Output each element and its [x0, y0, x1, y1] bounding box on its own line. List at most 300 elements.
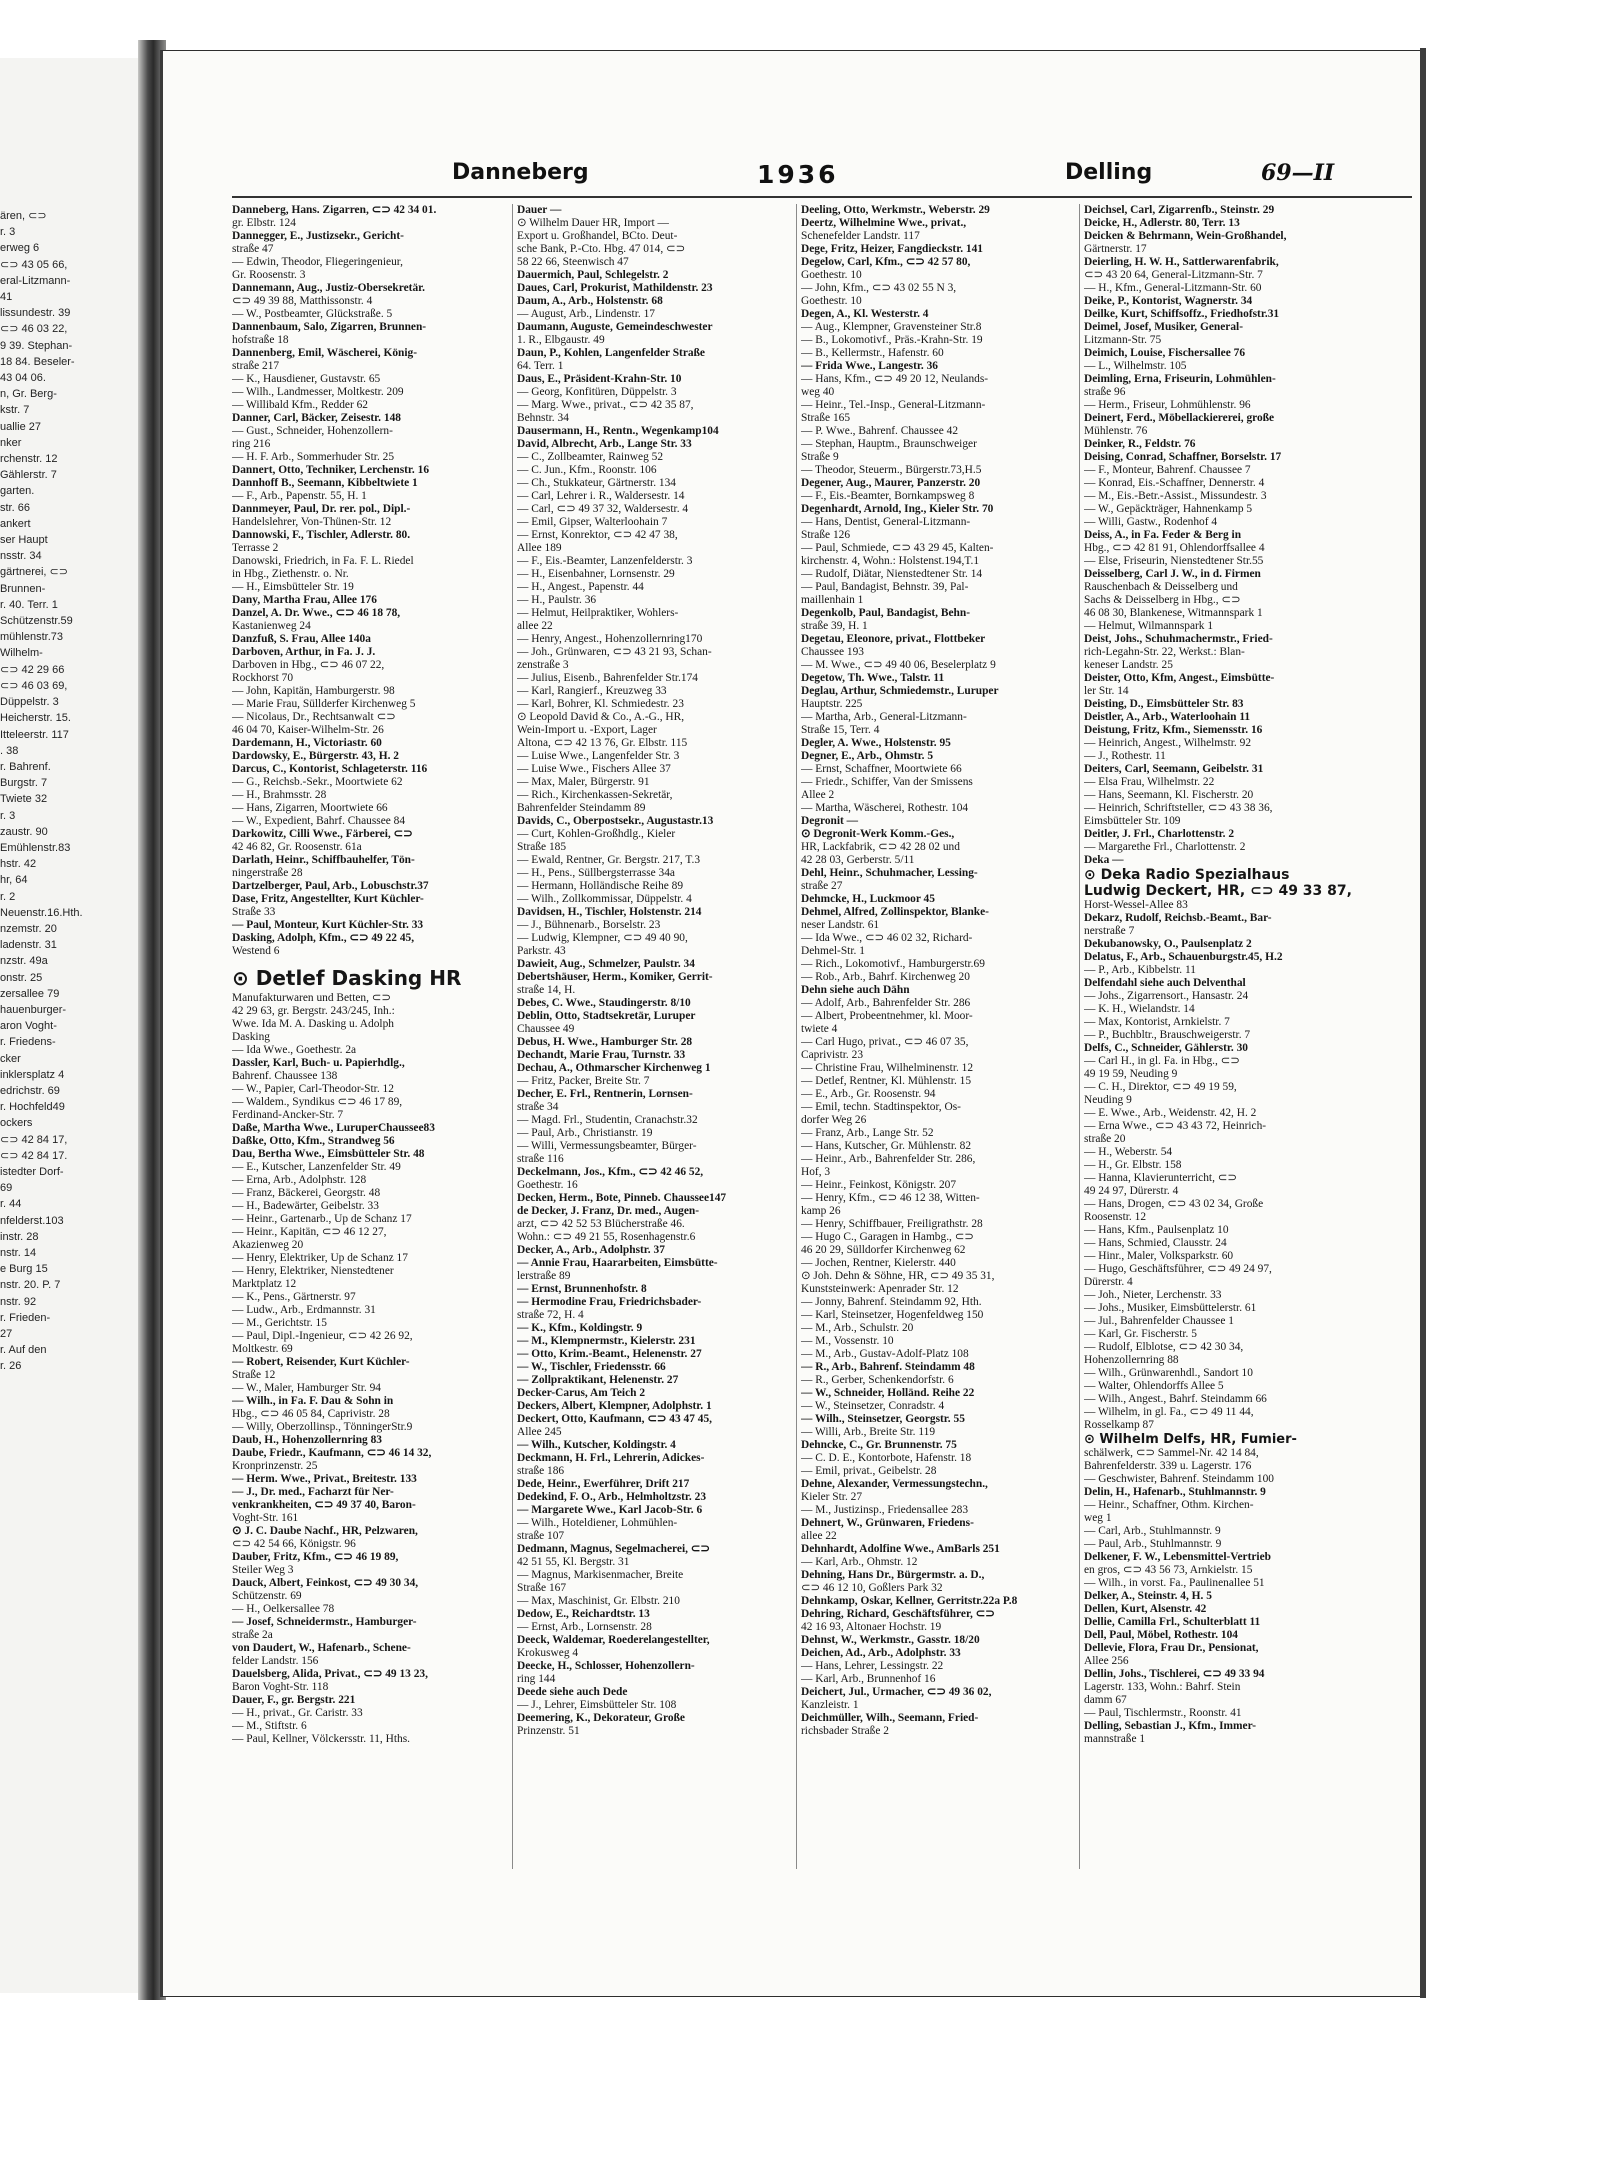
directory-entry: Deckert, Otto, Kaufmann, ⊂⊃ 43 47 45,	[517, 1413, 712, 1425]
directory-entry: mannstraße 1	[1084, 1733, 1146, 1745]
directory-entry: Dasking	[232, 1031, 270, 1043]
column-divider	[512, 204, 513, 1869]
left-page-line: ladenstr. 31	[0, 939, 57, 952]
directory-entry: Dannenberg, Emil, Wäscherei, König-	[232, 347, 417, 359]
directory-entry: — H., Badewärter, Geibelstr. 33	[232, 1200, 379, 1212]
left-page-line: istedter Dorf-	[0, 1165, 64, 1178]
directory-entry: Deicke, H., Adlerstr. 80, Terr. 13	[1084, 217, 1240, 229]
directory-entry: — Paul, Bandagist, Behnstr. 39, Pal-	[801, 581, 969, 593]
directory-entry: Dechau, A., Othmarscher Kirchenweg 1	[517, 1062, 711, 1074]
directory-entry: ⊂⊃ 46 12 10, Goßlers Park 32	[801, 1582, 943, 1594]
directory-entry: Delling, Sebastian J., Kfm., Immer-	[1084, 1720, 1257, 1732]
directory-entry: — R., Gerber, Schenkendorfstr. 6	[801, 1374, 954, 1386]
directory-entry: — G., Reichsb.-Sekr., Moortwiete 62	[232, 776, 403, 788]
directory-entry: — Stephan, Hauptm., Braunschweiger	[801, 438, 977, 450]
left-page-line: uallie 27	[0, 420, 41, 433]
directory-entry: — Waldem., Syndikus ⊂⊃ 46 17 89,	[232, 1096, 403, 1108]
left-page-line: hstr. 42	[0, 858, 37, 871]
left-page-line: nker	[0, 436, 22, 449]
left-page-line: r. 40. Terr. 1	[0, 598, 58, 611]
directory-advertisement: ⊙ Detlef Dasking HR	[232, 966, 462, 990]
directory-entry: — Paul, Arb., Stuhlmannstr. 9	[1084, 1538, 1222, 1550]
directory-entry: — E., Arb., Gr. Roosenstr. 94	[801, 1088, 936, 1100]
directory-entry: — Helmut, Heilpraktiker, Wohlers-	[517, 607, 679, 619]
directory-entry: Deichert, Jul., Urmacher, ⊂⊃ 49 36 02,	[801, 1686, 992, 1698]
directory-entry: — Ida Wwe., ⊂⊃ 46 02 32, Richard-	[801, 932, 973, 944]
directory-entry: — Geschwister, Bahrenf. Steindamm 100	[1084, 1473, 1274, 1485]
directory-entry: twiete 4	[801, 1023, 838, 1035]
directory-entry: — Josef, Schneidermstr., Hamburger-	[232, 1616, 417, 1628]
directory-entry: Deckelmann, Jos., Kfm., ⊂⊃ 42 46 52,	[517, 1166, 704, 1178]
directory-entry: Roosenstr. 12	[1084, 1211, 1147, 1223]
directory-entry: — Marie Frau, Süllderfer Kirchenweg 5	[232, 698, 416, 710]
left-page-line: onstr. 25	[0, 971, 43, 984]
directory-entry: — C., Zollbeamter, Rainweg 52	[517, 451, 664, 463]
left-page-line: zaustr. 90	[0, 825, 48, 838]
directory-entry: Krokusweg 4	[517, 1647, 579, 1659]
directory-entry: straße 217	[232, 360, 280, 372]
directory-entry: Daun, P., Kohlen, Langenfelder Straße	[517, 347, 705, 359]
left-page-line: hauenburger-	[0, 1003, 67, 1016]
directory-entry: Gr. Roosenstr. 3	[232, 269, 306, 281]
directory-entry: Straße 167	[517, 1582, 567, 1594]
directory-entry: Dedow, E., Reichardtstr. 13	[517, 1608, 650, 1620]
directory-entry: Allee 2	[801, 789, 835, 801]
directory-entry: Daues, Carl, Prokurist, Mathildenstr. 23	[517, 282, 713, 294]
directory-entry: Degetau, Eleonore, privat., Flottbeker	[801, 633, 986, 645]
left-page-line: Düppelstr. 3	[0, 696, 59, 709]
directory-entry: — Wilh., Steinsetzer, Georgstr. 55	[801, 1413, 965, 1425]
directory-entry: — Jul., Bahrenfelder Chaussee 1	[1084, 1315, 1234, 1327]
directory-entry: — Henry, Kfm., ⊂⊃ 46 12 38, Witten-	[801, 1192, 980, 1204]
left-page-line: 27	[0, 1328, 13, 1341]
directory-entry: Dehncke, C., Gr. Brunnenstr. 75	[801, 1439, 957, 1451]
directory-entry: Daus, E., Präsident-Krahn-Str. 10	[517, 373, 682, 385]
directory-entry: — Willi, Vermessungsbeamter, Bürger-	[517, 1140, 697, 1152]
directory-entry: Dauck, Albert, Feinkost, ⊂⊃ 49 30 34,	[232, 1577, 419, 1589]
directory-entry: — Max, Maschinist, Gr. Elbstr. 210	[517, 1595, 680, 1607]
left-page-line: hr, 64	[0, 874, 28, 887]
directory-entry: — Aug., Klempner, Gravensteiner Str.8	[801, 321, 982, 333]
directory-entry: — Helmut, Wilmannspark 1	[1084, 620, 1214, 632]
directory-entry: Deisselberg, Carl J. W., in d. Firmen	[1084, 568, 1261, 580]
directory-entry: Dannhoff B., Seemann, Kibbeltwiete 1	[232, 477, 418, 489]
left-page-line: ⊂⊃ 42 84 17.	[0, 1149, 68, 1162]
directory-entry: — Wilh., in vorst. Fa., Paulinenallee 51	[1084, 1577, 1265, 1589]
directory-entry: Dehmel, Alfred, Zollinspektor, Blanke-	[801, 906, 989, 918]
directory-entry: straße 14, H.	[517, 984, 576, 996]
directory-entry: — K. H., Wielandstr. 14	[1084, 1003, 1195, 1015]
directory-entry: — Karl, Rangierf., Kreuzweg 33	[517, 685, 667, 697]
directory-entry: Dehnst, W., Werkmstr., Gasstr. 18/20	[801, 1634, 980, 1646]
directory-entry: — P., Buchbltr., Brauschweigerstr. 7	[1084, 1029, 1251, 1041]
directory-entry: Dege, Fritz, Heizer, Fangdieckstr. 141	[801, 243, 983, 255]
page-number-label: 69—II	[1261, 160, 1335, 186]
directory-entry: 49 24 97, Dürerstr. 4	[1084, 1185, 1179, 1197]
left-page-text-column	[0, 208, 148, 1375]
directory-entry: — Nicolaus, Dr., Rechtsanwalt ⊂⊃	[232, 711, 396, 723]
directory-entry: Dekubanowsky, O., Paulsenplatz 2	[1084, 938, 1252, 950]
directory-entry: — Ch., Stukkateur, Gärtnerstr. 134	[517, 477, 676, 489]
directory-entry: — M., Arb., Gustav-Adolf-Platz 108	[801, 1348, 969, 1360]
directory-entry: — H., Brahmsstr. 28	[232, 789, 327, 801]
left-page-line: r. 44	[0, 1198, 22, 1211]
directory-entry: Dausermann, H., Rentn., Wegenkamp104	[517, 425, 719, 437]
directory-entry: 42 28 03, Gerberstr. 5/11	[801, 854, 915, 866]
directory-entry: Baron Voght-Str. 118	[232, 1681, 329, 1693]
directory-entry: — Luise Wwe., Fischers Allee 37	[517, 763, 671, 775]
directory-entry: Straße 33	[232, 906, 276, 918]
directory-entry: — H., Kfm., General-Litzmann-Str. 60	[1084, 282, 1262, 294]
directory-entry: — Zollpraktikant, Helenenstr. 27	[517, 1374, 679, 1386]
directory-entry: Deister, Otto, Kfm, Angest., Eimsbütte-	[1084, 672, 1275, 684]
directory-entry: — Hermodine Frau, Friedrichsbader-	[517, 1296, 702, 1308]
directory-entry: Dannowski, F., Tischler, Adlerstr. 80.	[232, 529, 411, 541]
directory-entry: — H., Weberstr. 54	[1084, 1146, 1173, 1158]
directory-entry: — Erna Wwe., ⊂⊃ 43 43 72, Heinrich-	[1084, 1120, 1267, 1132]
left-page-fragment	[0, 58, 150, 1993]
left-page-line: eral-Litzmann-	[0, 274, 71, 287]
directory-entry: Steiler Weg 3	[232, 1564, 294, 1576]
directory-entry: — Herm., Friseur, Lohmühlenstr. 96	[1084, 399, 1251, 411]
directory-entry: straße 72, H. 4	[517, 1309, 584, 1321]
directory-entry: straße 186	[517, 1465, 565, 1477]
directory-entry: Straße 126	[801, 529, 851, 541]
directory-entry: Danneberg, Hans. Zigarren, ⊂⊃ 42 34 01.	[232, 204, 437, 216]
left-page-line: ⊂⊃ 43 05 66,	[0, 258, 68, 271]
left-page-line: r. 3	[0, 226, 16, 239]
directory-entry: 46 08 30, Blankenese, Witmannspark 1	[1084, 607, 1263, 619]
page-header	[230, 160, 1410, 200]
directory-entry: straße 39, H. 1	[801, 620, 868, 632]
directory-entry: Dedmann, Magnus, Segelmacherei, ⊂⊃	[517, 1543, 710, 1555]
left-page-line: str. 66	[0, 501, 30, 514]
directory-entry: — Otto, Krim.-Beamt., Helenenstr. 27	[517, 1348, 702, 1360]
directory-entry: David, Albrecht, Arb., Lange Str. 33	[517, 438, 692, 450]
directory-entry: Deilke, Kurt, Schiffsoffz., Friedhofstr.31	[1084, 308, 1280, 320]
directory-entry: Danowski, Friedrich, in Fa. F. L. Riedel	[232, 555, 414, 567]
directory-entry: Litzmann-Str. 75	[1084, 334, 1162, 346]
directory-entry: Daumann, Auguste, Gemeindeschwester	[517, 321, 713, 333]
directory-entry: Hohenzollernring 88	[1084, 1354, 1179, 1366]
directory-entry: Allee 189	[517, 542, 562, 554]
directory-entry: Hauptstr. 225	[801, 698, 863, 710]
left-page-line: garten.	[0, 485, 35, 498]
directory-entry: Deicken & Behrmann, Wein-Großhandel,	[1084, 230, 1287, 242]
left-page-line: Schützenstr.59	[0, 615, 73, 628]
directory-entry: — Henry, Elektriker, Up de Schanz 17	[232, 1252, 408, 1264]
left-page-line: ⊂⊃ 46 03 22,	[0, 323, 68, 336]
left-page-line: rchenstr. 12	[0, 453, 58, 466]
directory-entry: allee 22	[801, 1530, 837, 1542]
directory-entry: — Hans, Seemann, Kl. Fischerstr. 20	[1084, 789, 1254, 801]
directory-entry: — Elsa Frau, Wilhelmstr. 22	[1084, 776, 1215, 788]
directory-entry: — Rudolf, Diätar, Nienstedtener Str. 14	[801, 568, 983, 580]
directory-entry: — Max, Kontorist, Arnkielstr. 7	[1084, 1016, 1230, 1028]
directory-entry: — Emil, techn. Stadtinspektor, Os-	[801, 1101, 961, 1113]
left-page-line: 43 04 06.	[0, 372, 46, 385]
left-page-line: Gählerstr. 7	[0, 469, 57, 482]
directory-entry: Dellie, Camilla Frl., Schulterblatt 11	[1084, 1616, 1261, 1628]
directory-entry: Degler, A. Wwe., Holstenstr. 95	[801, 737, 951, 749]
directory-entry: Dannegger, E., Justizsekr., Gericht-	[232, 230, 404, 242]
directory-entry: Kastanienweg 24	[232, 620, 311, 632]
directory-entry: — Wilh., Hoteldiener, Lohmühlen-	[517, 1517, 678, 1529]
directory-entry: hofstraße 18	[232, 334, 289, 346]
directory-entry: Dehne, Alexander, Vermessungstechn.,	[801, 1478, 988, 1490]
directory-entry: — Wilh., in Fa. F. Dau & Sohn in	[232, 1395, 394, 1407]
left-page-line: r. 2	[0, 890, 16, 903]
directory-entry: Wein-Import u. -Export, Lager	[517, 724, 657, 736]
left-page-line: nzstr. 49a	[0, 955, 48, 968]
left-page-line: r. Bahrenf.	[0, 760, 51, 773]
left-page-line: nstr. 92	[0, 1295, 37, 1308]
directory-entry: — Else, Friseurin, Nienstedtener Str.55	[1084, 555, 1264, 567]
directory-entry: venkrankheiten, ⊂⊃ 49 37 40, Baron-	[232, 1499, 416, 1511]
directory-entry: Akazienweg 20	[232, 1239, 304, 1251]
directory-column-2	[517, 204, 807, 1738]
directory-entry: — Konrad, Eis.-Schaffner, Dennerstr. 4	[1084, 477, 1265, 489]
directory-entry: — Jonny, Bahrenf. Steindamm 92, Hth.	[801, 1296, 982, 1308]
directory-entry: — Ludw., Arb., Erdmannstr. 31	[232, 1304, 376, 1316]
left-page-line: ⊂⊃ 42 29 66	[0, 663, 65, 676]
directory-entry: — Paul, Monteur, Kurt Küchler-Str. 33	[232, 919, 424, 931]
directory-entry: — Karl, Arb., Brunnenhof 16	[801, 1673, 936, 1685]
directory-entry: — B., Kellermstr., Hafenstr. 60	[801, 347, 944, 359]
directory-entry: — Magnus, Markisenmacher, Breite	[517, 1569, 684, 1581]
directory-entry: — W., Steinsetzer, Conradstr. 4	[801, 1400, 945, 1412]
left-page-line: 41	[0, 291, 13, 304]
directory-entry: — J., Dr. med., Facharzt für Ner-	[232, 1486, 394, 1498]
directory-entry: — Hinr., Maler, Volksparkstr. 60	[1084, 1250, 1234, 1262]
left-page-line: r. 3	[0, 809, 16, 822]
directory-entry: Hbg., ⊂⊃ 46 05 84, Caprivistr. 28	[232, 1408, 390, 1420]
directory-entry: — K., Hausdiener, Gustavstr. 65	[232, 373, 381, 385]
column-divider	[1079, 204, 1080, 1869]
directory-entry: — Johs., Musiker, Eimsbüttelerstr. 61	[1084, 1302, 1257, 1314]
directory-entry: Degener, Aug., Maurer, Panzerstr. 20	[801, 477, 981, 489]
directory-entry: — Paul, Arb., Christianstr. 19	[517, 1127, 653, 1139]
directory-entry: — E., Kutscher, Lanzenfelder Str. 49	[232, 1161, 401, 1173]
directory-entry: Debus, H. Wwe., Hamburger Str. 28	[517, 1036, 693, 1048]
directory-entry: 42 29 63, gr. Bergstr. 243/245, Inh.:	[232, 1005, 395, 1017]
directory-entry: Degenhardt, Arnold, Ing., Kieler Str. 70	[801, 503, 994, 515]
directory-entry: Degner, E., Arb., Ohmstr. 5	[801, 750, 934, 762]
directory-entry: sche Bank, P.-Cto. Hbg. 47 014, ⊂⊃	[517, 243, 686, 255]
directory-entry: straße 2a	[232, 1629, 273, 1641]
directory-entry: Dauer —	[517, 204, 562, 216]
directory-entry: HR, Lackfabrik, ⊂⊃ 42 28 02 und	[801, 841, 960, 853]
directory-entry: Dannmeyer, Paul, Dr. rer. pol., Dipl.-	[232, 503, 411, 515]
directory-entry: — Paul, Dipl.-Ingenieur, ⊂⊃ 42 26 92,	[232, 1330, 413, 1342]
directory-entry: Straße 12	[232, 1369, 276, 1381]
directory-entry: — Adolf, Arb., Bahrenfelder Str. 286	[801, 997, 971, 1009]
directory-entry: — P., Arb., Kibbelstr. 11	[1084, 964, 1196, 976]
directory-entry: — Carl Hugo, privat., ⊂⊃ 46 07 35,	[801, 1036, 969, 1048]
directory-entry: — Henry, Schiffbauer, Freiligrathstr. 28	[801, 1218, 983, 1230]
directory-entry: — Martha, Arb., General-Litzmann-	[801, 711, 967, 723]
directory-entry: ⊂⊃ 42 54 66, Königstr. 96	[232, 1538, 356, 1550]
directory-entry: Marktplatz 12	[232, 1278, 297, 1290]
directory-entry: Delatus, F., Arb., Schauenburgstr.45, H.2	[1084, 951, 1283, 963]
directory-column-3	[801, 204, 1091, 1738]
left-page-line: inklersplatz 4	[0, 1068, 65, 1081]
directory-entry: 42 51 55, Kl. Bergstr. 31	[517, 1556, 630, 1568]
left-page-line: aron Voght-	[0, 1020, 57, 1033]
directory-entry: Bahrenfelderstr. 339 u. Lagerstr. 176	[1084, 1460, 1252, 1472]
header-page-number	[1261, 160, 1334, 186]
directory-entry: ⊂⊃ 43 20 64, General-Litzmann-Str. 7	[1084, 269, 1263, 281]
directory-entry: Dell, Paul, Möbel, Rothestr. 104	[1084, 1629, 1238, 1641]
directory-entry: Schützenstr. 69	[232, 1590, 302, 1602]
directory-entry: — M., Arb., Schulstr. 20	[801, 1322, 914, 1334]
directory-entry: — W., Postbeamter, Glückstraße. 5	[232, 308, 393, 320]
directory-entry: Deimel, Josef, Musiker, General-	[1084, 321, 1244, 333]
directory-entry: — Margarete Wwe., Karl Jacob-Str. 6	[517, 1504, 703, 1516]
directory-entry: — M., Justizinsp., Friedensallee 283	[801, 1504, 969, 1516]
directory-entry: — Henry, Elektriker, Nienstedtener	[232, 1265, 394, 1277]
directory-entry: — Henry, Angest., Hohenzollernring170	[517, 633, 703, 645]
directory-entry: Daum, A., Arb., Holstenstr. 68	[517, 295, 663, 307]
directory-entry: — K., Kfm., Koldingstr. 9	[517, 1322, 643, 1334]
directory-entry: — C. H., Direktor, ⊂⊃ 49 19 59,	[1084, 1081, 1237, 1093]
directory-entry: — M., Gerichtstr. 15	[232, 1317, 327, 1329]
directory-entry: felder Landstr. 156	[232, 1655, 319, 1667]
directory-entry: Bahrenfelder Steindamm 89	[517, 802, 646, 814]
directory-entry: — Curt, Kohlen-Großhdlg., Kieler	[517, 828, 676, 840]
directory-entry: ⊙ Joh. Dehn & Söhne, HR, ⊂⊃ 49 35 31,	[801, 1270, 995, 1282]
directory-entry: — Margarethe Frl., Charlottenstr. 2	[1084, 841, 1246, 853]
page-edge	[1420, 48, 1426, 1998]
directory-entry: Voght-Str. 161	[232, 1512, 299, 1524]
directory-entry: Davidsen, H., Tischler, Holstenstr. 214	[517, 906, 702, 918]
left-page-line: ockers	[0, 1117, 33, 1130]
directory-entry: — H., privat., Gr. Caristr. 33	[232, 1707, 363, 1719]
directory-entry: Prinzenstr. 51	[517, 1725, 580, 1737]
directory-entry: — Gust., Schneider, Hohenzollern-	[232, 425, 393, 437]
directory-entry: Degetow, Th. Wwe., Talstr. 11	[801, 672, 945, 684]
directory-entry: — F., Eis.-Beamter, Lanzenfelderstr. 3	[517, 555, 693, 567]
directory-entry: — Albert, Probeentnehmer, kl. Moor-	[801, 1010, 973, 1022]
directory-entry: — Hans, Kfm., ⊂⊃ 49 20 12, Neulands-	[801, 373, 989, 385]
directory-entry: lerstraße 89	[517, 1270, 571, 1282]
directory-entry: weg 40	[801, 386, 835, 398]
directory-advertisement: ⊙ Deka Radio Spezialhaus	[1084, 867, 1290, 883]
directory-entry: — Annie Frau, Haararbeiten, Eimsbütte-	[517, 1257, 718, 1269]
directory-entry: Decker-Carus, Am Teich 2	[517, 1387, 646, 1399]
directory-entry: — Carl, Lehrer i. R., Waldersestr. 14	[517, 490, 685, 502]
directory-entry: — Heinr., Schaffner, Othm. Kirchen-	[1084, 1499, 1254, 1511]
directory-entry: Ferdinand-Ancker-Str. 7	[232, 1109, 344, 1121]
directory-entry: Dardowsky, E., Bürgerstr. 43, H. 2	[232, 750, 399, 762]
directory-entry: Altona, ⊂⊃ 42 13 76, Gr. Elbstr. 115	[517, 737, 688, 749]
directory-entry: — W., Gepäckträger, Hahnenkamp 5	[1084, 503, 1253, 515]
directory-entry: — W., Expedient, Bahrf. Chaussee 84	[232, 815, 406, 827]
left-page-line: instr. 28	[0, 1230, 39, 1243]
left-page-line: . 38	[0, 744, 19, 757]
directory-entry: Dau, Bertha Wwe., Eimsbütteler Str. 48	[232, 1148, 425, 1160]
directory-entry: — Ludwig, Klempner, ⊂⊃ 49 40 90,	[517, 932, 688, 944]
directory-entry: — Christine Frau, Wilhelminenstr. 12	[801, 1062, 974, 1074]
directory-entry: Straße 185	[517, 841, 567, 853]
directory-entry: — Friedr., Schiffer, Van der Smissens	[801, 776, 973, 788]
directory-entry: — Hanna, Klavierunterricht, ⊂⊃	[1084, 1172, 1237, 1184]
directory-entry: — P. Wwe., Bahrenf. Chaussee 42	[801, 425, 959, 437]
directory-entry: — Heinr., Arb., Bahrenfelder Str. 286,	[801, 1153, 976, 1165]
directory-entry: — F., Eis.-Beamter, Bornkampsweg 8	[801, 490, 975, 502]
directory-entry: Dedekind, F. O., Arb., Helmholtzstr. 23	[517, 1491, 707, 1503]
directory-entry: — Hans, Kfm., Paulsenplatz 10	[1084, 1224, 1229, 1236]
header-year: 1936	[757, 160, 839, 189]
directory-entry: — Wilh., Landmesser, Moltkestr. 209	[232, 386, 404, 398]
directory-entry: — Fritz, Packer, Breite Str. 7	[517, 1075, 650, 1087]
directory-entry: Deimich, Louise, Fischersallee 76	[1084, 347, 1246, 359]
left-page-line: Emühlenstr.83	[0, 841, 71, 854]
directory-entry: — Willi, Arb., Breite Str. 119	[801, 1426, 936, 1438]
left-page-line: lissundestr. 39	[0, 307, 71, 320]
directory-entry: Straße 165	[801, 412, 851, 424]
directory-entry: Dany, Martha Frau, Allee 176	[232, 594, 377, 606]
directory-entry: Dürerstr. 4	[1084, 1276, 1133, 1288]
directory-entry: — H., Eisenbahner, Lornsenstr. 29	[517, 568, 675, 580]
directory-entry: — E. Wwe., Arb., Weidenstr. 42, H. 2	[1084, 1107, 1257, 1119]
directory-entry: Deiss, A., in Fa. Feder & Berg in	[1084, 529, 1242, 541]
directory-entry: Export u. Großhandel, BCto. Deut-	[517, 230, 678, 242]
directory-entry: — H., Paulstr. 36	[517, 594, 597, 606]
directory-entry: Deising, Conrad, Schaffner, Borselstr. 17	[1084, 451, 1282, 463]
directory-entry: — Rudolf, Elblotse, ⊂⊃ 42 30 34,	[1084, 1341, 1244, 1353]
directory-entry: straße 27	[801, 880, 843, 892]
directory-entry: — Heinrich, Angest., Wilhelmstr. 92	[1084, 737, 1252, 749]
directory-entry: Dehning, Hans Dr., Bürgermstr. a. D.,	[801, 1569, 985, 1581]
directory-entry: Dauber, Fritz, Kfm., ⊂⊃ 46 19 89,	[232, 1551, 399, 1563]
directory-entry: Deka —	[1084, 854, 1124, 866]
directory-entry: Dannert, Otto, Techniker, Lerchenstr. 16	[232, 464, 430, 476]
directory-entry: Degenkolb, Paul, Bandagist, Behn-	[801, 607, 970, 619]
directory-entry: Degen, A., Kl. Westerstr. 4	[801, 308, 929, 320]
left-page-line: Burgstr. 7	[0, 777, 48, 790]
directory-entry: Debertshäuser, Herm., Komiker, Gerrit-	[517, 971, 713, 983]
directory-entry: Deckers, Albert, Klempner, Adolphstr. 1	[517, 1400, 712, 1412]
directory-entry: Dannemann, Aug., Justiz-Obersekretär.	[232, 282, 426, 294]
left-page-line: r. Frieden-	[0, 1311, 51, 1324]
directory-entry: Decken, Herm., Bote, Pinneb. Chaussee147	[517, 1192, 727, 1204]
directory-entry: weg 1	[1084, 1512, 1112, 1524]
left-page-line: ⊂⊃ 46 03 69,	[0, 679, 68, 692]
directory-entry: — Carl, Arb., Stuhlmannstr. 9	[1084, 1525, 1221, 1537]
directory-entry: Goethestr. 16	[517, 1179, 578, 1191]
directory-entry: — Heinr., Gartenarb., Up de Schanz 17	[232, 1213, 412, 1225]
directory-entry: — Paul, Kellner, Völckersstr. 11, Hths.	[232, 1733, 410, 1745]
directory-entry: — H., Eimsbütteler Str. 19	[232, 581, 354, 593]
directory-entry: — W., Papier, Carl-Theodor-Str. 12	[232, 1083, 394, 1095]
directory-entry: — Martha, Wäscherei, Rothestr. 104	[801, 802, 969, 814]
directory-entry: — Wilh., Angest., Bahrf. Steindamm 66	[1084, 1393, 1267, 1405]
directory-entry: — H., Gr. Elbstr. 158	[1084, 1159, 1182, 1171]
directory-entry: ningerstraße 28	[232, 867, 303, 879]
directory-entry: allee 22	[517, 620, 553, 632]
left-page-line: Neuenstr.16.Hth.	[0, 906, 83, 919]
directory-entry: — Ewald, Rentner, Gr. Bergstr. 217, T.3	[517, 854, 701, 866]
directory-entry: Deckmann, H. Frl., Lehrerin, Adickes-	[517, 1452, 705, 1464]
directory-entry: dorfer Weg 26	[801, 1114, 867, 1126]
directory-entry: — Wilh., Grünwarenhdl., Sandort 10	[1084, 1367, 1253, 1379]
directory-entry: — W., Schneider, Holländ. Reihe 22	[801, 1387, 975, 1399]
directory-entry: 58 22 66, Steenwisch 47	[517, 256, 629, 268]
left-page-line: ser Haupt	[0, 534, 48, 547]
directory-entry: damm 67	[1084, 1694, 1127, 1706]
directory-entry: — M., Vossenstr. 10	[801, 1335, 894, 1347]
